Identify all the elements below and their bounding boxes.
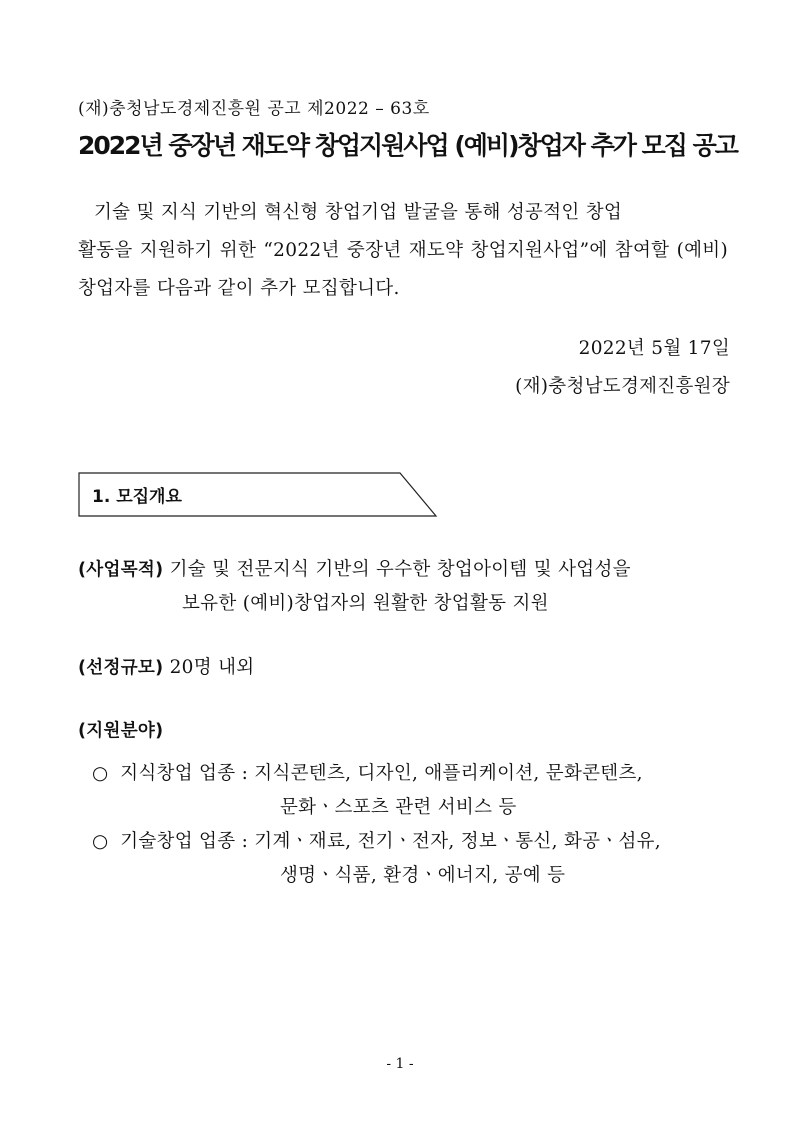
field-label: (지원분야): [78, 721, 164, 741]
field-block: [78, 714, 163, 748]
purpose-block: [78, 553, 728, 621]
page-title: 2022년 중장년 재도약 창업지원사업 (예비)창업자 추가 모집 공고: [78, 131, 737, 160]
list-item: [92, 757, 732, 825]
section-title: 1. 모집개요: [92, 487, 182, 507]
purpose-text: 보유한 (예비)창업자의 원활한 창업활동 지원: [182, 593, 549, 614]
intro-line: 기술 및 지식 기반의 혁신형 창업기업 발굴을 통해 성공적인 창업: [94, 202, 623, 223]
list-item: [92, 825, 732, 893]
field-text: 생명ㆍ식품, 환경ㆍ에너지, 공예 등: [280, 865, 566, 886]
purpose-label: (사업목적): [78, 560, 164, 580]
page-number: - 1 -: [386, 1056, 414, 1072]
intro-paragraph: [78, 194, 728, 308]
purpose-text: 기술 및 전문지식 기반의 우수한 창업아이템 및 사업성을: [169, 559, 631, 580]
field-name: 기술창업 업종 :: [120, 831, 249, 852]
intro-line: (예비)창업자를 다음과 같이 추가 모집합니다.: [78, 240, 728, 299]
intro-line: 활동을 지원하기 위한 “2022년 중장년 재도약 창업지원사업”에 참여할: [78, 240, 670, 261]
bullet-circle-icon: ○: [92, 763, 109, 784]
field-text: 지식콘텐츠, 디자인, 애플리케이션, 문화콘텐츠,: [254, 763, 643, 784]
scale-label: (선정규모): [78, 658, 164, 678]
section-header: [78, 472, 438, 516]
field-name: 지식창업 업종 :: [120, 763, 249, 784]
bullet-circle-icon: ○: [92, 831, 109, 852]
field-text: 기계ㆍ재료, 전기ㆍ전자, 정보ㆍ통신, 화공ㆍ섬유,: [254, 831, 661, 852]
scale-block: [78, 651, 254, 685]
field-text: 문화ㆍ스포츠 관련 서비스 등: [280, 797, 517, 818]
notice-number: (재)충청남도경제진흥원 공고 제2022 – 63호: [78, 99, 430, 119]
notice-date: 2022년 5월 17일: [578, 338, 730, 359]
scale-value: 20명 내외: [169, 657, 255, 678]
issuing-organization: (재)충청남도경제진흥원장: [515, 376, 730, 397]
